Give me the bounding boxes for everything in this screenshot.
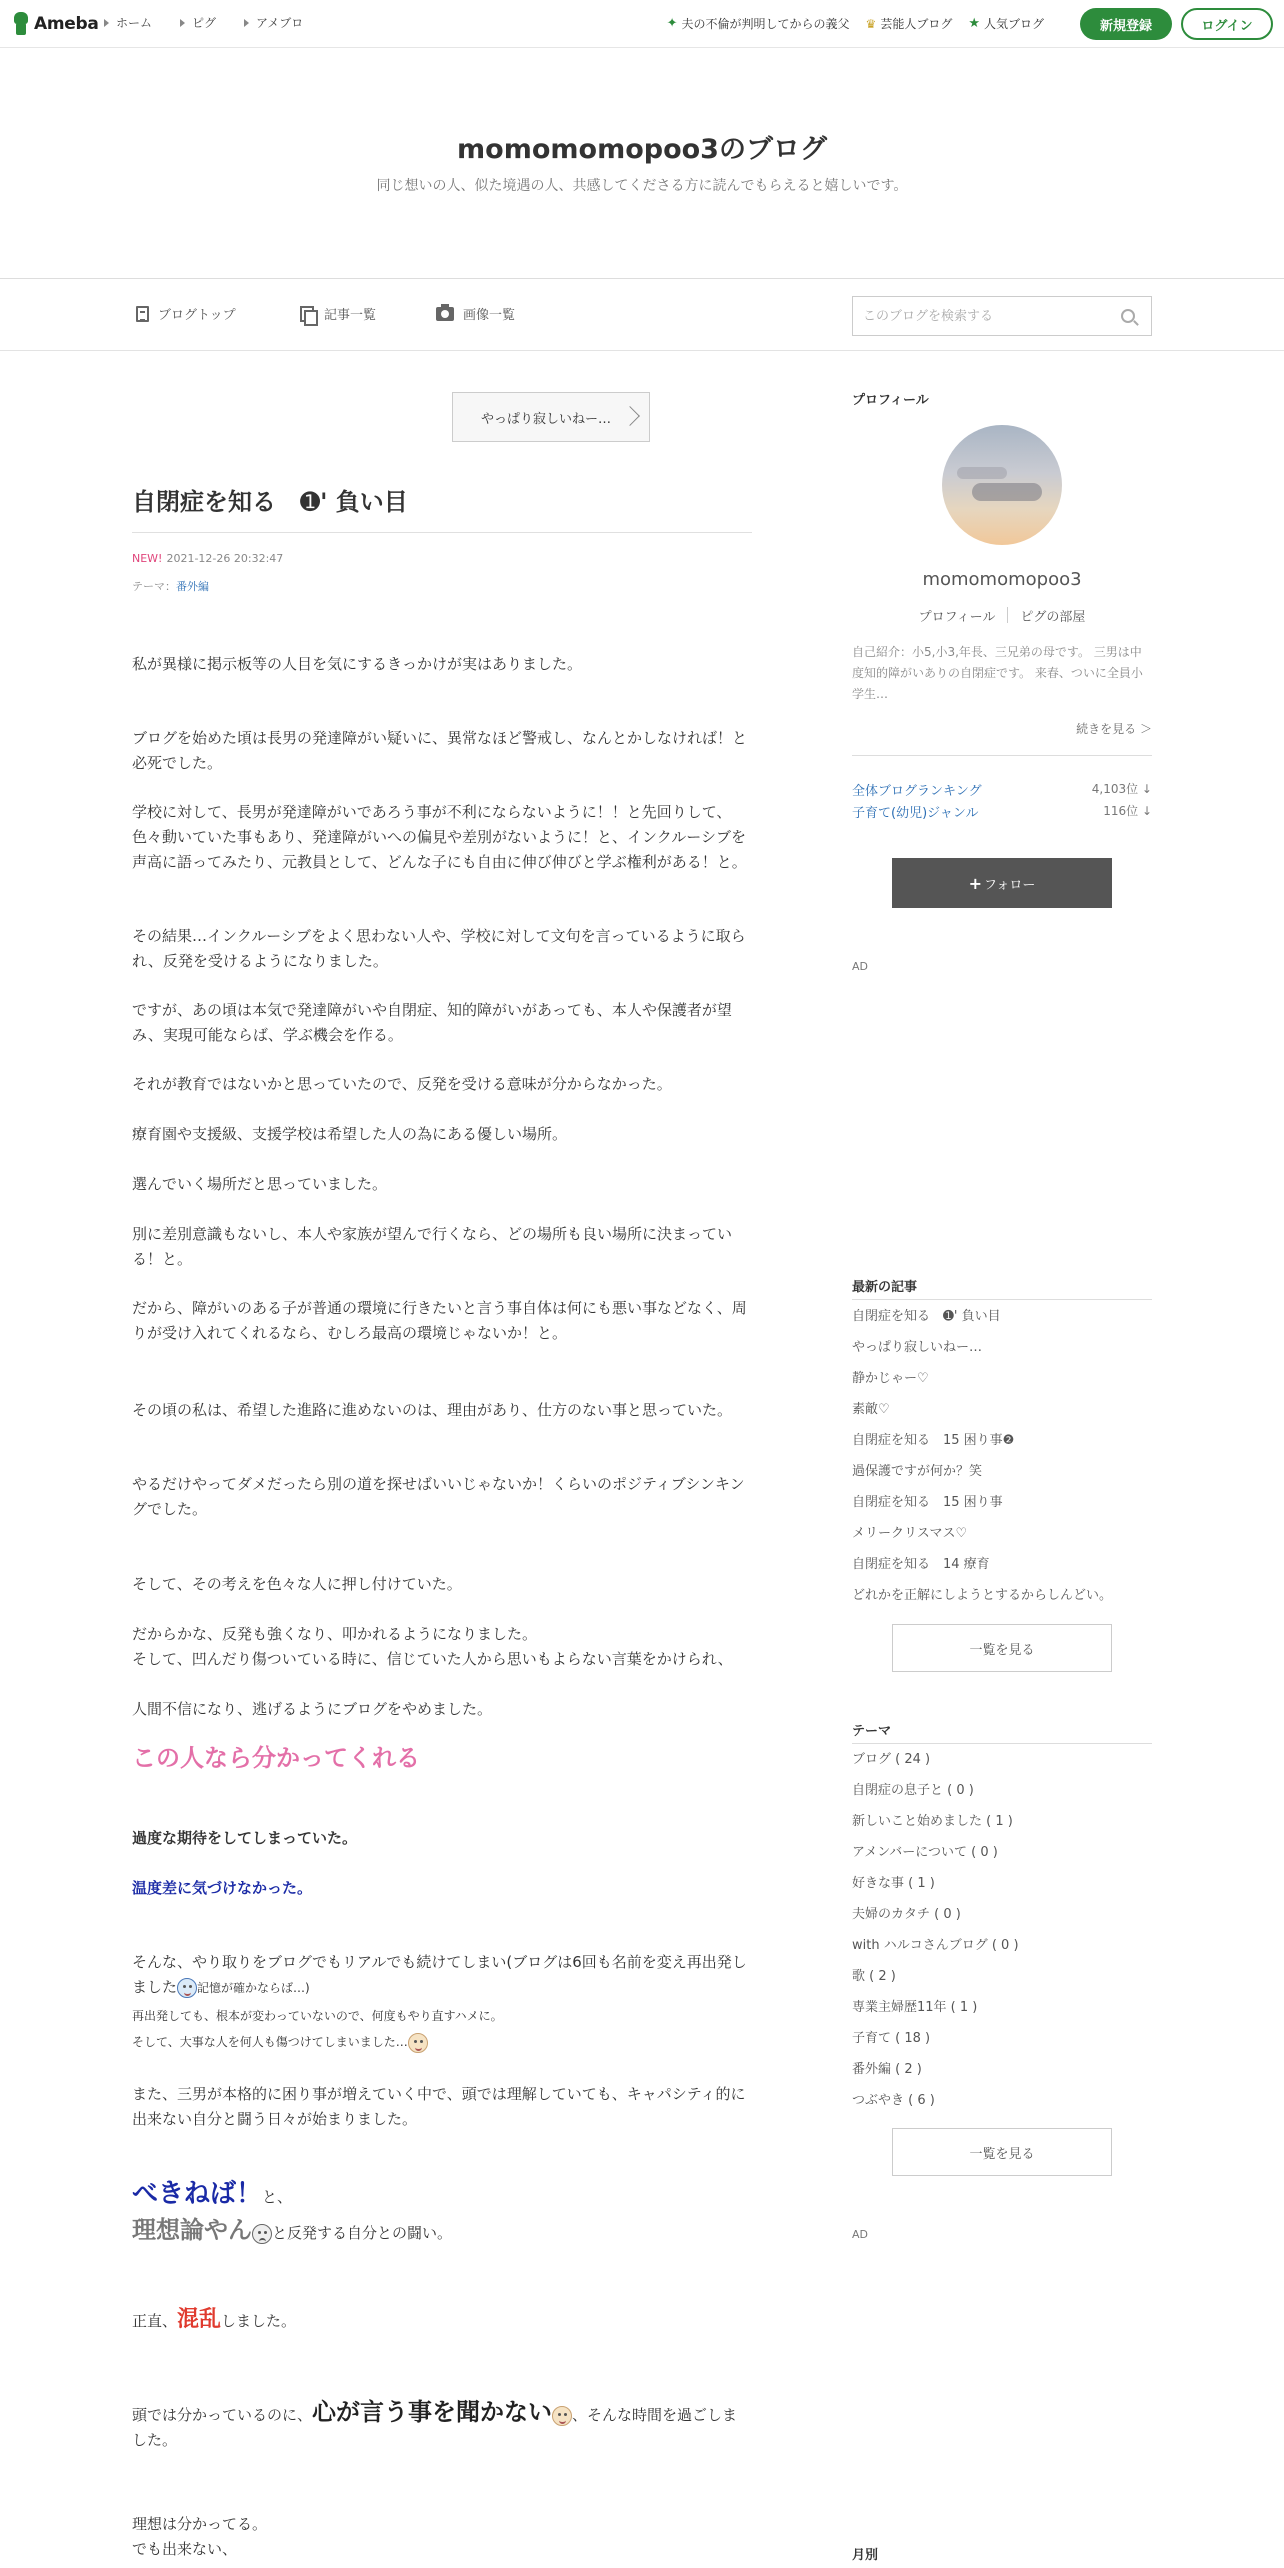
blog-title[interactable]: momomomopoo3のブログ [457, 134, 827, 165]
ameba-logo[interactable] [12, 12, 99, 36]
crying-emoji-icon [177, 1978, 197, 1998]
profile-link[interactable]: プロフィール [918, 610, 996, 625]
header-links [667, 15, 1044, 32]
new-badge: NEW! [132, 552, 163, 565]
small-text: 記憶が確かならば…) [197, 1981, 310, 1995]
paragraph: ブログを始めた頃は長男の発達障がい疑いに、異常なほど警戒し、なんとかしなければ！と必死でした。 [132, 729, 748, 772]
theme-item[interactable]: with ハルコさんブログ ( 0 ) [852, 1938, 1019, 1953]
ranking-label: 子育て(幼児)ジャンル [852, 806, 979, 821]
blog-search-input[interactable] [853, 297, 1103, 335]
profile-heading: プロフィール [852, 393, 929, 408]
follow-label: フォロー [984, 877, 1036, 893]
paragraph: だから、障がいのある子が普通の環境に行きたいと言う事自体は何にも悪い事などなく、周りが受け入れてくれるなら、むしろ最高の環境じゃないか！と。 [132, 1299, 747, 1342]
recent-articles-list [852, 1301, 1152, 1611]
blog-top-link[interactable] [136, 304, 236, 323]
read-more-link[interactable]: 続きを見る ＞ [1076, 722, 1152, 736]
ad-label: AD [852, 960, 868, 973]
theme-item[interactable]: 自閉症の息子と ( 0 ) [852, 1783, 974, 1798]
theme-heading: テーマ [852, 1724, 892, 1739]
nav-home-label: ホーム [116, 16, 153, 30]
paragraph: でも出来ない、 [132, 2540, 238, 2558]
emphasis-text: 理想論やん [132, 2216, 252, 2244]
blog-description: 同じ想いの人、似た境遇の人、共感してくださる方に読んでもらえると嬉しいです。 [376, 178, 908, 194]
theme-item[interactable]: 子育て ( 18 ) [852, 2031, 931, 2046]
face-emoji-icon [408, 2033, 428, 2053]
post-theme [132, 578, 209, 594]
paragraph: 過度な期待をしてしまっていた。 [132, 1829, 358, 1847]
camera-icon [436, 307, 454, 321]
nav-ameblo-label: アメブロ [256, 16, 304, 30]
global-header [0, 0, 1284, 48]
popular-blog-label: 人気ブログ [983, 17, 1044, 31]
profile-name[interactable]: momomomopoo3 [922, 569, 1082, 590]
paragraph: 別に差別意識もないし、本人や家族が望んで行くなら、どの場所も良い場所に決まっている！と。 [132, 1225, 733, 1268]
ranking-genre[interactable] [852, 802, 1152, 821]
nav-ameblo[interactable] [244, 14, 303, 31]
paragraph [132, 2400, 752, 2453]
ranking-overall[interactable] [852, 780, 1152, 799]
face-emoji-icon [552, 2406, 572, 2426]
theme-item[interactable]: つぶやき ( 6 ) [852, 2093, 935, 2108]
post-title[interactable]: 自閉症を知る ➊' 負い目 [132, 488, 408, 516]
ad-label: AD [852, 2228, 868, 2241]
sad-face-emoji-icon [252, 2224, 272, 2244]
chevron-right-icon [620, 406, 640, 426]
theme-item[interactable]: 好きな事 ( 1 ) [852, 1876, 935, 1891]
paragraph: その結果…インクルーシブをよく思わない人や、学校に対して文句を言っているように取られ、反発を受けるようになりました。 [132, 927, 746, 970]
recent-article-item[interactable]: やっぱり寂しいねー… [852, 1340, 983, 1355]
paragraph: だからかな、反発も強くなり、叩かれるようになりました。 [132, 1625, 538, 1643]
ranking-value: 4,103位 ↓ [1091, 782, 1152, 796]
post-date: 2021-12-26 20:32:47 [166, 552, 284, 565]
text: 頭では分かっているのに、 [132, 2406, 313, 2424]
recent-article-item[interactable]: 静かじゃー♡ [852, 1371, 929, 1386]
sparkle-icon: ✦ [666, 16, 678, 31]
paragraph: 療育園や支援級、支援学校は希望した人の為にある優しい場所。 [132, 1125, 568, 1143]
recent-article-item[interactable]: 自閉症を知る 15 困り事 [852, 1495, 1003, 1510]
recent-article-item[interactable]: メリークリスマス♡ [852, 1526, 968, 1541]
paragraph-with-emoji [132, 1950, 752, 2000]
recent-heading: 最新の記事 [852, 1280, 918, 1295]
emphasis-text: 心が言う事を聞かない [312, 2398, 553, 2426]
register-button[interactable]: 新規登録 [1080, 8, 1172, 40]
small-paragraph-with-emoji [132, 2031, 752, 2053]
paragraph: ですが、あの頃は本気で発達障がいや自閉症、知的障がいがあっても、本人や保護者が望み、実現可能ならば、学ぶ機会を作る。 [132, 1001, 732, 1044]
recent-list-button[interactable]: 一覧を見る [892, 1624, 1112, 1672]
theme-list [852, 1744, 1152, 2116]
post-meta [132, 552, 283, 565]
divider [852, 755, 1152, 756]
text: 正直、 [132, 2312, 178, 2330]
paragraph: 選んでいく場所だと思っていました。 [132, 1175, 388, 1193]
paragraph: そして、凹んだり傷ついている時に、信じていた人から思いもよらない言葉をかけられ、 [132, 1650, 733, 1668]
text: 、そんな時間を過ごしました。 [132, 2406, 738, 2449]
paragraph-text: そんな、やり取りをブログでもリアルでも続けてしまい(ブログは6回も名前を変え再出発しました [132, 1953, 747, 1996]
blog-header [0, 49, 1284, 278]
recent-article-item[interactable]: 自閉症を知る ➊' 負い目 [852, 1309, 1001, 1324]
star-icon: ★ [968, 16, 980, 31]
theme-prefix: テーマ： [132, 580, 176, 593]
paragraph: また、三男が本格的に困り事が増えていく中で、頭では理解していても、キャパシティ的に出来ない自分と闘う日々が始まりました。 [132, 2085, 746, 2128]
recent-article-item[interactable]: どれかを正解にしようとするからしんどい。 [852, 1588, 1113, 1603]
paragraph: やるだけやってダメだったら別の道を探せばいいじゃないか！くらいのポジティブシンキングでした。 [132, 1475, 745, 1518]
paragraph: その頃の私は、希望した進路に進めないのは、理由があり、仕方のない事と思っていた。 [132, 1401, 733, 1419]
ranking-value: 116位 ↓ [1103, 804, 1152, 818]
divider [132, 532, 752, 533]
theme-item[interactable]: 歌 ( 2 ) [852, 1969, 896, 1984]
theme-item[interactable]: 新しいこと始めました ( 1 ) [852, 1814, 1013, 1829]
triangle-icon [244, 19, 249, 27]
text: しました。 [221, 2312, 297, 2330]
ameba-logo-icon [12, 12, 30, 36]
prev-article-button[interactable] [452, 392, 650, 442]
divider [852, 1299, 1152, 1300]
search-icon[interactable] [1121, 309, 1135, 323]
paragraph: 学校に対して、長男が発達障がいであろう事が不利にならないように！！と先回りして、色々動いていた事もあり、発達障がいへの偏見や差別がないように！と、インクルーシブを声高に語ってみたり、元教員として、どんな子にも自由に伸び伸びと学ぶ権利がある！と。 [132, 803, 747, 871]
monthly-heading: 月別 [852, 2548, 879, 2563]
emphasis-text: べきねば！ [132, 2179, 263, 2209]
recent-article-item[interactable]: 自閉症を知る 15 困り事❷ [852, 1433, 1015, 1448]
profile-intro: 自己紹介：小5,小3,年長、三兄弟の母です。 三男は中度知的障がいありの自閉症です。 来春、ついに全員小学生… [852, 645, 1143, 701]
logo-text: Ameba [34, 14, 99, 34]
documents-icon [300, 306, 315, 322]
nav-home[interactable] [104, 14, 152, 31]
small-paragraph: 再出発しても、根本が変わっていないので、何度もやり直すハメに。 [132, 2009, 503, 2023]
pig-room-link[interactable]: ピグの部屋 [1020, 610, 1086, 625]
theme-item[interactable]: 番外編 ( 2 ) [852, 2062, 922, 2077]
theme-item[interactable]: 夫婦のカタチ ( 0 ) [852, 1907, 961, 1922]
theme-item[interactable]: ブログ ( 24 ) [852, 1752, 931, 1767]
recent-article-item[interactable]: 過保護ですが何か？笑 [852, 1464, 983, 1479]
image-list-label: 画像一覧 [463, 308, 516, 323]
nav-pig-label: ピグ [192, 16, 217, 30]
prev-article-label: やっぱり寂しいねー… [481, 411, 612, 427]
popular-blog-link[interactable] [968, 15, 1044, 32]
profile-links [852, 606, 1152, 625]
blog-search [852, 296, 1152, 336]
follow-button[interactable] [892, 858, 1112, 908]
article-list-label: 記事一覧 [324, 308, 377, 323]
trending-link-label: 夫の不倫が判明してからの義父 [681, 17, 850, 31]
text: と、 [262, 2188, 293, 2206]
blog-nav [0, 279, 1284, 351]
article-list-link[interactable] [300, 304, 376, 323]
text: と反発する自分との闘い。 [272, 2224, 453, 2242]
triangle-icon [180, 19, 185, 27]
emphasis-text: 混乱 [177, 2307, 222, 2332]
paragraph: 私が異様に掲示板等の人目を気にするきっかけが実はありました。 [132, 655, 583, 673]
celebrity-blog-label: 芸能人ブログ [880, 17, 953, 31]
recent-article-item[interactable]: 素敵♡ [852, 1402, 890, 1417]
login-button[interactable]: ログイン [1181, 8, 1273, 40]
theme-item[interactable]: 専業主婦歴11年 ( 1 ) [852, 2000, 978, 2015]
image-list-link[interactable] [436, 304, 515, 323]
blog-top-label: ブログトップ [158, 308, 236, 323]
recent-article-item[interactable]: 自閉症を知る 14 療育 [852, 1557, 990, 1572]
paragraph: 温度差に気づけなかった。 [132, 1879, 313, 1897]
avatar[interactable] [942, 425, 1062, 545]
plus-icon: + [968, 873, 983, 893]
paragraph: それが教育ではないかと思っていたので、反発を受ける意味が分からなかった。 [132, 1075, 672, 1093]
trending-link[interactable] [667, 15, 850, 32]
paragraph [132, 2307, 752, 2334]
small-text: そして、大事な人を何人も傷つけてしまいました… [132, 2035, 408, 2049]
theme-list-button[interactable]: 一覧を見る [892, 2128, 1112, 2176]
crown-icon: ♛ [865, 16, 877, 31]
paragraph: 理想は分かってる。 [132, 2515, 268, 2533]
document-icon [136, 306, 149, 322]
paragraph: 人間不信になり、逃げるようにブログをやめました。 [132, 1700, 493, 1718]
theme-link[interactable]: 番外編 [176, 580, 209, 593]
nav-pig[interactable] [180, 14, 216, 31]
celebrity-blog-link[interactable] [866, 15, 953, 32]
ranking-label: 全体ブログランキング [852, 784, 982, 799]
global-nav [104, 14, 303, 31]
paragraph: そして、その考えを色々な人に押し付けていた。 [132, 1575, 462, 1593]
highlight-heading: この人なら分かってくれる [132, 1744, 420, 1772]
triangle-icon [104, 19, 109, 27]
emphasis-line [132, 2179, 752, 2210]
emphasis-line [132, 2218, 752, 2246]
theme-item[interactable]: アメンバーについて ( 0 ) [852, 1845, 998, 1860]
